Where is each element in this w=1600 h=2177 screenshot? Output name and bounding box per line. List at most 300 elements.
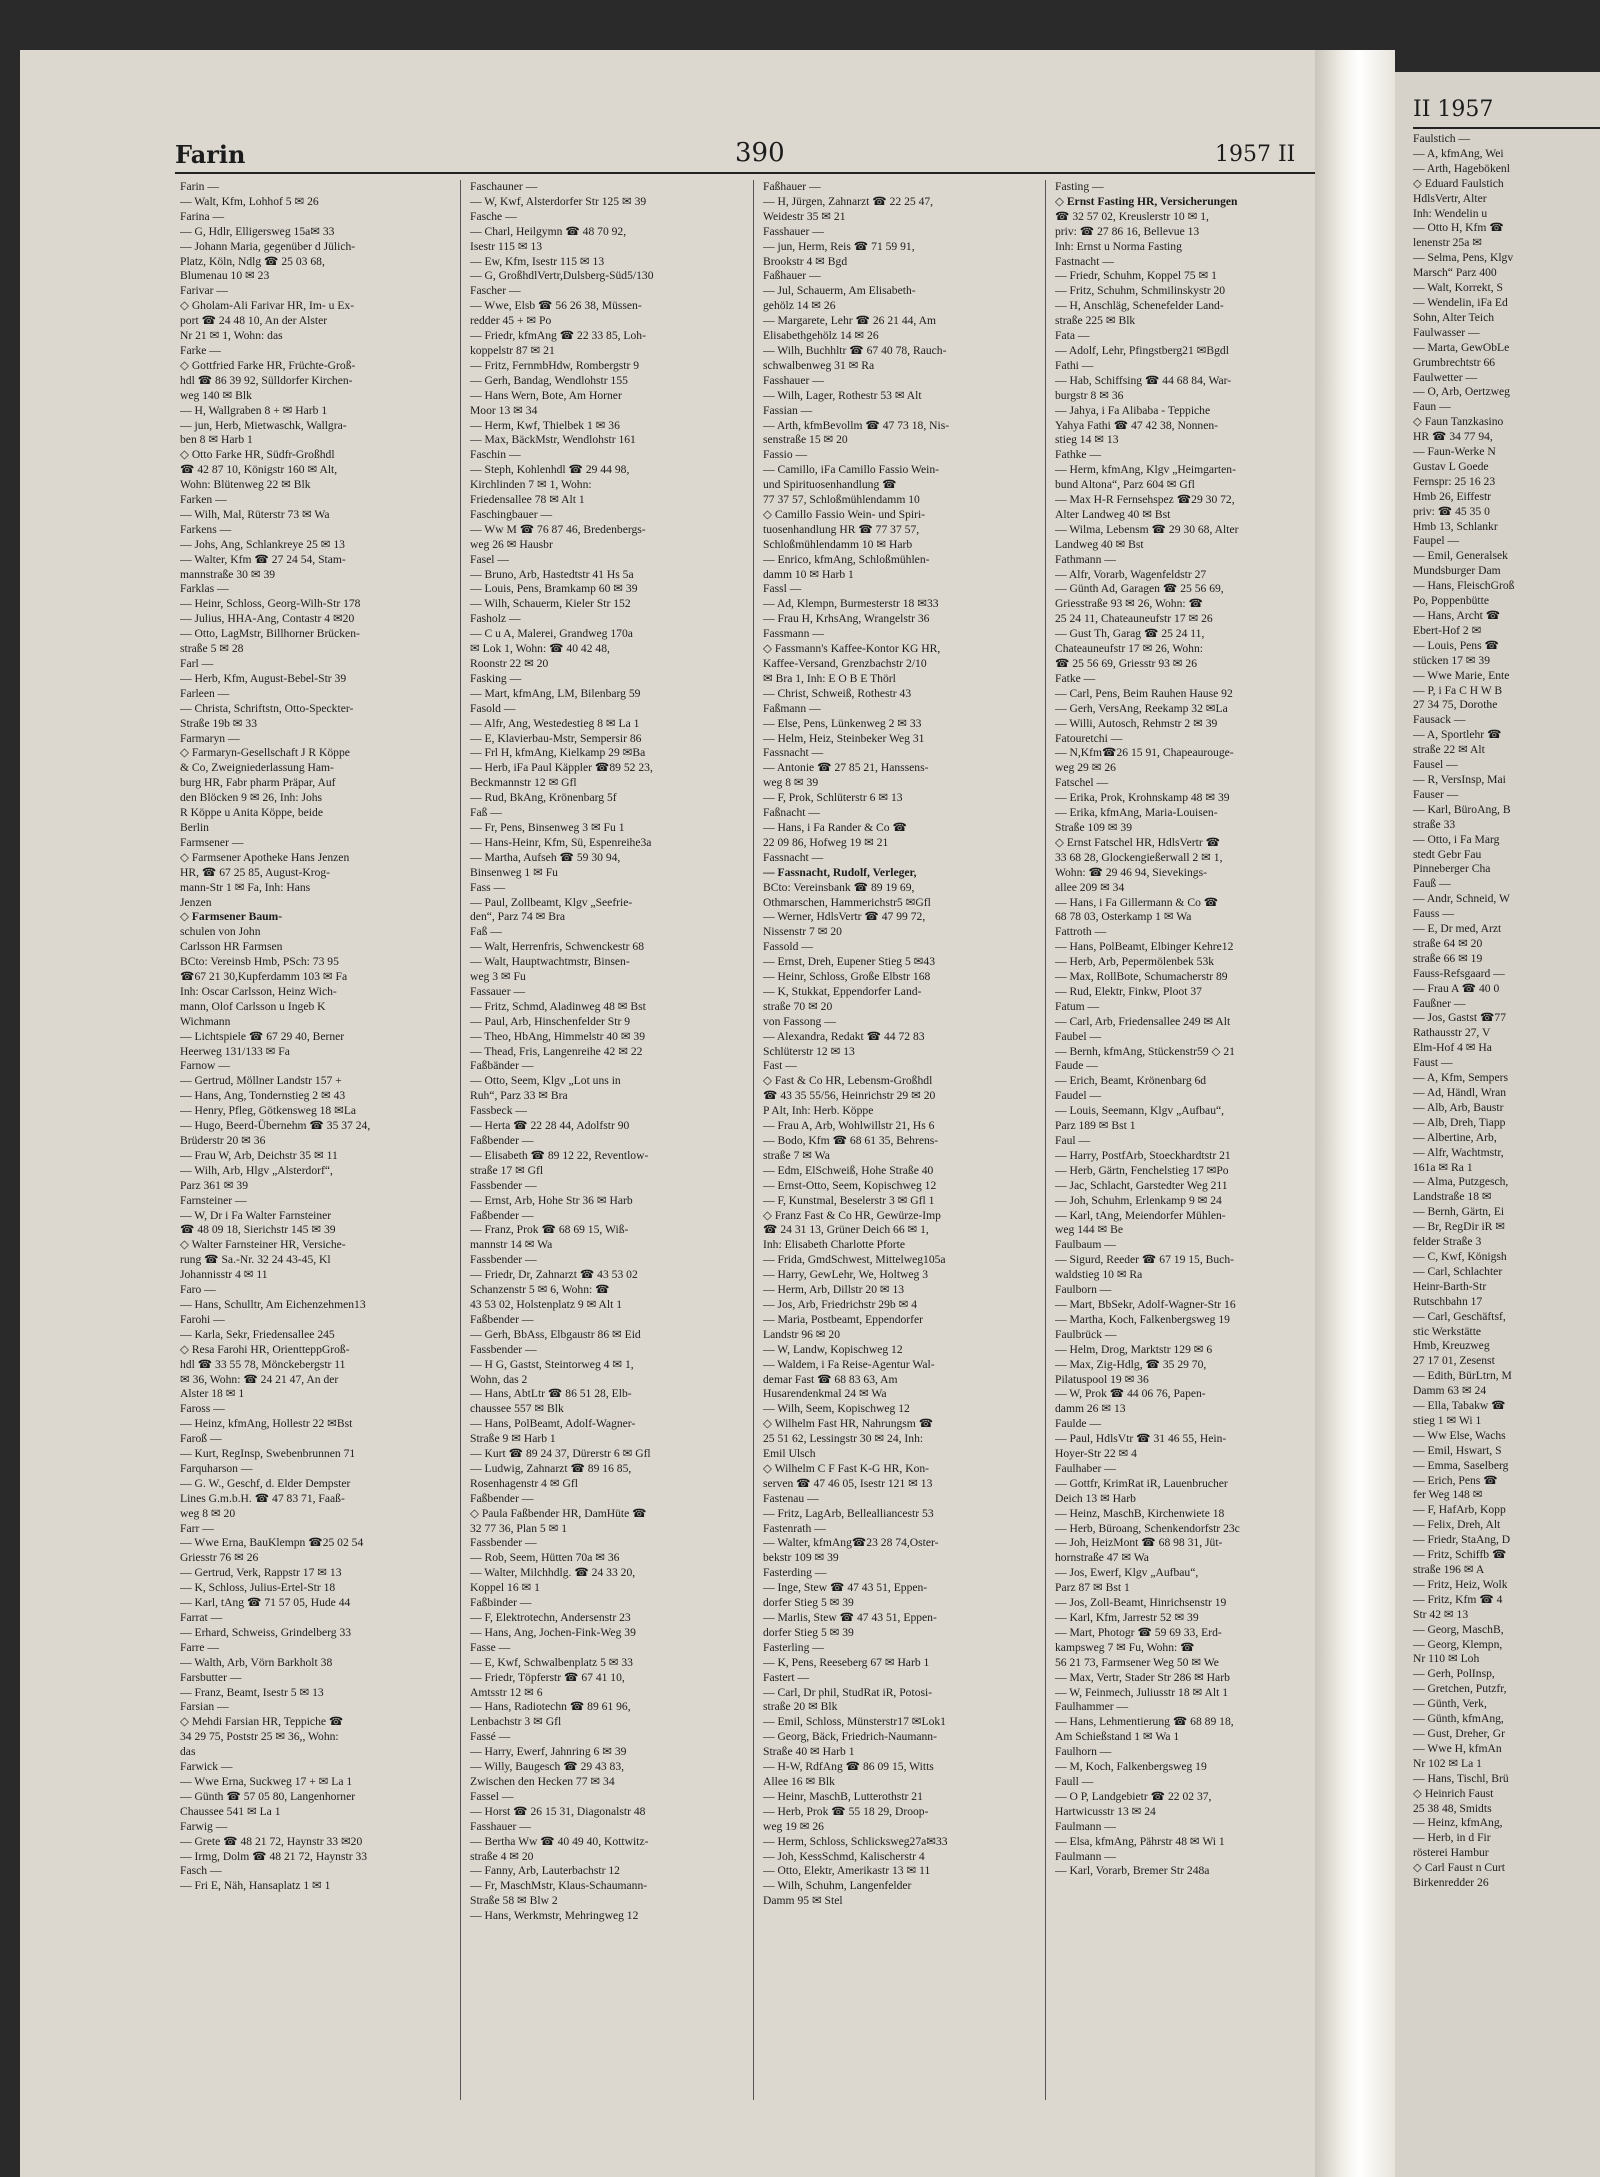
directory-entry: — Mart, Photogr ☎ 59 69 33, Erd- <box>1055 1625 1222 1639</box>
directory-entry: — Wwe H, kfmAn <box>1413 1741 1502 1755</box>
directory-entry: Ruh“, Parz 33 ✉ Bra <box>470 1089 568 1103</box>
directory-entry: — Paul, Zollbeamt, Klgv „Seefrie- <box>470 895 633 909</box>
facing-page <box>1395 72 1600 2177</box>
column-1 <box>180 180 438 2100</box>
directory-entry: — C u A, Malerei, Grandweg 170a <box>470 627 633 641</box>
directory-entry: stieg 14 ✉ 13 <box>1055 433 1119 447</box>
directory-entry: gehölz 14 ✉ 26 <box>763 299 836 313</box>
directory-entry: — Gerh, PolInsp, <box>1413 1667 1495 1681</box>
directory-entry: damm 26 ✉ 13 <box>1055 1402 1126 1416</box>
surname-heading: Fassl — <box>763 582 802 596</box>
directory-entry: 22 09 86, Hofweg 19 ✉ 21 <box>763 835 889 849</box>
directory-entry: demar Fast ☎ 68 83 63, Am <box>763 1372 898 1386</box>
directory-entry: — Thead, Fris, Langenreihe 42 ✉ 22 <box>470 1044 643 1058</box>
directory-entry: serven ☎ 47 46 05, Isestr 121 ✉ 13 <box>763 1476 933 1490</box>
facing-header-rule <box>1413 127 1600 129</box>
surname-heading: Farmsener — <box>180 835 244 849</box>
surname-heading: Farkens — <box>180 522 232 536</box>
directory-entry: mann, Olof Carlsson u Ingeb K <box>180 999 326 1013</box>
directory-entry: — Fritz, Schuhm, Schmilinskystr 20 <box>1055 284 1226 298</box>
directory-entry: — Rud, BkAng, Krönenbarg 5f <box>470 791 617 805</box>
surname-heading: Fauser — <box>1413 787 1459 801</box>
surname-heading: Faßbender — <box>470 1491 534 1505</box>
directory-entry: — Andr, Schneid, W <box>1413 892 1510 906</box>
directory-entry: Zwischen den Hecken 77 ✉ 34 <box>470 1774 615 1788</box>
directory-entry: — Ernst, Dreh, Eupener Stieg 5 ✉43 <box>763 955 935 969</box>
book-gutter <box>1315 50 1395 2177</box>
directory-entry: — Walter, kfmAng☎23 28 74,Oster- <box>763 1536 939 1550</box>
surname-heading: Fassbender — <box>470 1178 537 1192</box>
directory-entry: Damm 63 ✉ 24 <box>1413 1384 1487 1398</box>
directory-entry: Jenzen <box>180 895 212 909</box>
directory-entry: Lenbachstr 3 ✉ Gfl <box>470 1715 562 1729</box>
directory-entry: — Ludwig, Zahnarzt ☎ 89 16 85, <box>470 1461 632 1475</box>
surname-heading: Fauss — <box>1413 907 1454 921</box>
directory-entry: ◇ Camillo Fassio Wein- und Spiri- <box>763 507 926 521</box>
directory-entry: HR ☎ 34 77 94, <box>1413 430 1493 444</box>
directory-entry: — Herb, Büroang, Schenkendorfstr 23c <box>1055 1521 1240 1535</box>
directory-entry: weg 29 ✉ 26 <box>1055 761 1116 775</box>
directory-entry: — Erika, Prok, Krohnskamp 48 ✉ 39 <box>1055 791 1230 805</box>
directory-entry: — F, Kunstmal, Beselerstr 3 ✉ Gfl 1 <box>763 1193 935 1207</box>
directory-entry: — Fanny, Arb, Lauterbachstr 12 <box>470 1864 620 1878</box>
directory-entry: — Max, RollBote, Schumacherstr 89 <box>1055 970 1228 984</box>
directory-entry: — F, HafArb, Kopp <box>1413 1503 1506 1517</box>
directory-entry: Alter Landweg 40 ✉ Bst <box>1055 507 1171 521</box>
directory-entry: — Fritz, Kfm ☎ 4 <box>1413 1592 1503 1606</box>
surname-heading: Faschauner — <box>470 180 538 193</box>
directory-entry: das <box>180 1745 196 1759</box>
surname-heading: Fasch — <box>180 1864 222 1878</box>
directory-entry: Amtsstr 12 ✉ 6 <box>470 1685 543 1699</box>
directory-entry: 33 68 28, Glockengießerwall 2 ✉ 1, <box>1055 850 1223 864</box>
surname-heading: Farnow — <box>180 1059 230 1073</box>
directory-entry: ben 8 ✉ Harb 1 <box>180 433 253 447</box>
directory-entry: — Grete ☎ 48 21 72, Haynstr 33 ✉20 <box>180 1834 363 1848</box>
directory-entry: — Willi, Autosch, Rehmstr 2 ✉ 39 <box>1055 716 1218 730</box>
directory-entry: — Herb, in d Fir <box>1413 1831 1491 1845</box>
directory-entry: — Sigurd, Reeder ☎ 67 19 15, Buch- <box>1055 1253 1234 1267</box>
surname-heading: Farivar — <box>180 284 228 298</box>
surname-heading: Faßbender — <box>470 1208 534 1222</box>
directory-entry: — Werner, HdlsVertr ☎ 47 99 72, <box>763 910 926 924</box>
directory-entry: — Gottfr, KrimRat iR, Lauenbrucher <box>1055 1476 1228 1490</box>
directory-entry: — Erich, Beamt, Krönenbarg 6d <box>1055 1074 1207 1088</box>
surname-heading: Fausack — <box>1413 713 1466 727</box>
directory-entry: Hoyer-Str 22 ✉ 4 <box>1055 1447 1137 1461</box>
directory-entry: — Felix, Dreh, Alt <box>1413 1518 1501 1532</box>
surname-heading: Faßnacht — <box>763 806 820 820</box>
directory-entry: — Hans Wern, Bote, Am Horner <box>470 388 622 402</box>
directory-entry: — Camillo, iFa Camillo Fassio Wein- <box>763 463 939 477</box>
directory-entry: den Blöcken 9 ✉ 26, Inh: Johs <box>180 791 323 805</box>
directory-entry: — Herb, iFa Paul Käppler ☎89 52 23, <box>470 761 653 775</box>
page-number: 390 <box>735 138 785 168</box>
directory-entry: Grumbrechtstr 66 <box>1413 355 1496 369</box>
directory-entry: — Herm, Arb, Dillstr 20 ✉ 13 <box>763 1283 905 1297</box>
directory-entry: Damm 95 ✉ Stel <box>763 1894 843 1908</box>
directory-entry: Carlsson HR Farmsen <box>180 940 283 954</box>
directory-entry: — Inge, Stew ☎ 47 43 51, Eppen- <box>763 1581 928 1595</box>
surname-heading: Farl — <box>180 657 214 670</box>
directory-entry: — Fritz, LagArb, Bellealliancestr 53 <box>763 1506 934 1520</box>
directory-entry: 43 53 02, Holstenplatz 9 ✉ Alt 1 <box>470 1297 623 1311</box>
directory-entry: — Max H-R Fernsehspez ☎29 30 72, <box>1055 493 1235 507</box>
directory-entry: hornstraße 47 ✉ Wa <box>1055 1551 1149 1565</box>
directory-entry: — H, Jürgen, Zahnarzt ☎ 22 25 47, <box>763 194 934 208</box>
directory-entry: — W, Landw, Kopischweg 12 <box>763 1342 903 1356</box>
directory-entry: — Hugo, Beerd-Übernehm ☎ 35 37 24, <box>180 1119 371 1133</box>
directory-entry: — Max, Zig-Hdlg, ☎ 35 29 70, <box>1055 1357 1207 1371</box>
surname-heading: Fassnacht — <box>763 850 824 864</box>
directory-entry: Kaffee-Versand, Grenzbachstr 2/10 <box>763 657 927 670</box>
directory-entry: — Wendelin, iFa Ed <box>1413 295 1508 309</box>
directory-entry: priv: ☎ 27 86 16, Bellevue 13 <box>1055 224 1200 238</box>
surname-heading: Faußner — <box>1413 996 1466 1010</box>
surname-heading: Fatouretchi — <box>1055 731 1123 745</box>
directory-entry: — Hans, Archt ☎ <box>1413 609 1501 622</box>
directory-entry: — Wilh, Schuhm, Langenfelder <box>763 1879 912 1893</box>
directory-entry: — Maria, Postbeamt, Eppendorfer <box>763 1312 924 1326</box>
directory-entry: — Herb, Gärtn, Fenchelstieg 17 ✉Po <box>1055 1163 1229 1177</box>
surname-heading: Faust — <box>1413 1056 1453 1070</box>
directory-entry: — Johann Maria, gegenüber d Jülich- <box>180 239 356 253</box>
directory-entry: Hmb 13, Schlankr <box>1413 519 1498 533</box>
directory-entry: 68 78 03, Osterkamp 1 ✉ Wa <box>1055 910 1192 924</box>
directory-entry: Landstraße 18 ✉ <box>1413 1190 1492 1204</box>
directory-entry: — Henry, Pfleg, Götkensweg 18 ✉La <box>180 1104 357 1118</box>
directory-entry: — Erich, Pens ☎ <box>1413 1473 1498 1487</box>
directory-entry: stücken 17 ✉ 39 <box>1413 653 1491 667</box>
surname-heading: Faroß — <box>180 1432 222 1446</box>
directory-entry: — Hans, AbtLtr ☎ 86 51 28, Elb- <box>470 1387 632 1401</box>
surname-heading: Faulbaum — <box>1055 1238 1116 1252</box>
directory-entry: Ebert-Hof 2 ✉ <box>1413 623 1482 637</box>
directory-entry: — Emil, Schloss, Münsterstr17 ✉Lok1 <box>763 1715 946 1729</box>
directory-entry: Brookstr 4 ✉ Bgd <box>763 254 848 268</box>
directory-entry: — Jahya, i Fa Alibaba - Teppiche <box>1055 403 1211 417</box>
directory-entry: — Jos, Gastst ☎77 <box>1413 1011 1507 1025</box>
directory-entry: — F, Prok, Schlüterstr 6 ✉ 13 <box>763 791 903 805</box>
directory-entry: stieg 1 ✉ Wi 1 <box>1413 1413 1482 1427</box>
directory-entry: straße 7 ✉ Wa <box>763 1148 830 1162</box>
surname-heading: Faulhammer — <box>1055 1700 1129 1714</box>
directory-entry: ◇ Mehdi Farsian HR, Teppiche ☎ <box>180 1715 344 1729</box>
directory-entry: — jun, Herm, Reis ☎ 71 59 91, <box>763 239 915 253</box>
directory-entry: — M, Koch, Falkenbergsweg 19 <box>1055 1760 1207 1774</box>
surname-heading: Fatschel — <box>1055 776 1109 790</box>
surname-heading: Fasterling — <box>763 1640 824 1654</box>
directory-entry: 34 29 75, Poststr 25 ✉ 36,, Wohn: <box>180 1730 339 1744</box>
directory-entry: — Elisabeth ☎ 89 12 22, Reventlow- <box>470 1148 649 1162</box>
directory-entry: — Albertine, Arb, <box>1413 1130 1497 1144</box>
directory-entry: — Frau H, KrhsAng, Wrangelstr 36 <box>763 612 930 626</box>
directory-entry: straße 4 ✉ 20 <box>470 1849 534 1863</box>
directory-entry: Schanzenstr 5 ✉ 6, Wohn: ☎ <box>470 1283 610 1297</box>
surname-heading: Faßbender — <box>470 1312 534 1326</box>
directory-entry: — G, Hdlr, Elligersweg 15a✉ 33 <box>180 224 335 238</box>
directory-entry: Hmb 26, Eiffestr <box>1413 489 1492 503</box>
directory-entry: — Helm, Heiz, Steinbeker Weg 31 <box>763 731 925 745</box>
surname-heading: Farquharson — <box>180 1461 253 1475</box>
directory-entry: koppelstr 87 ✉ 21 <box>470 343 555 357</box>
directory-entry: Nr 110 ✉ Loh <box>1413 1652 1480 1666</box>
directory-entry: — Wwe Marie, Ente <box>1413 668 1510 682</box>
directory-entry: — Margarete, Lehr ☎ 26 21 44, Am <box>763 314 936 328</box>
directory-entry: ◇ Heinrich Faust <box>1413 1786 1494 1800</box>
directory-entry: — Mart, BbSekr, Adolf-Wagner-Str 16 <box>1055 1297 1236 1311</box>
directory-entry: ◇ Franz Fast & Co HR, Gewürze-Imp <box>763 1208 941 1222</box>
directory-entry: ◇ Farmsener Apotheke Hans Jenzen <box>180 850 350 864</box>
directory-entry: — Bruno, Arb, Hastedtstr 41 Hs 5a <box>470 567 634 581</box>
surname-heading: Faß — <box>470 925 502 939</box>
directory-entry: weg 8 ✉ 20 <box>180 1506 236 1520</box>
directory-entry: Hartwicusstr 13 ✉ 24 <box>1055 1804 1156 1818</box>
directory-entry: Lines G.m.b.H. ☎ 47 83 71, Faaß- <box>180 1491 345 1505</box>
directory-entry: — A, Sportlehr ☎ <box>1413 728 1502 742</box>
directory-entry: Weidestr 35 ✉ 21 <box>763 209 846 223</box>
surname-heading: Fausel — <box>1413 758 1458 772</box>
surname-heading: Faul — <box>1055 1134 1091 1147</box>
directory-entry: straße 20 ✉ Blk <box>763 1700 838 1714</box>
directory-entry: burgstr 8 ✉ 36 <box>1055 388 1124 402</box>
directory-entry: — Emma, Saselberg <box>1413 1458 1509 1472</box>
directory-entry: — Walt, Kfm, Lohhof 5 ✉ 26 <box>180 194 319 208</box>
directory-entry: — Hans, PolBeamt, Elbinger Kehre12 <box>1055 940 1234 954</box>
directory-entry: ✉ Lok 1, Wohn: ☎ 40 42 48, <box>470 642 610 656</box>
directory-entry: Schlüterstr 12 ✉ 13 <box>763 1044 855 1058</box>
directory-entry: R Köppe u Anita Köppe, beide <box>180 806 323 820</box>
directory-entry: — Alb, Dreh, Tiapp <box>1413 1115 1506 1129</box>
surname-heading: Faßhauer — <box>763 180 821 193</box>
directory-entry: — Karl, tAng ☎ 71 57 05, Hude 44 <box>180 1596 351 1610</box>
surname-heading: Faulhaber — <box>1055 1461 1116 1475</box>
directory-entry: — E, Klavierbau-Mstr, Sempersir 86 <box>470 731 642 745</box>
directory-entry: — Erhard, Schweiss, Grindelberg 33 <box>180 1625 352 1639</box>
directory-entry: ☎ 42 87 10, Königstr 160 ✉ Alt, <box>180 463 338 477</box>
directory-entry: — Alfr, Ang, Westedestieg 8 ✉ La 1 <box>470 716 640 730</box>
directory-entry: — Hans, Tischl, Brü <box>1413 1771 1509 1785</box>
directory-entry: — Else, Pens, Lünkenweg 2 ✉ 33 <box>763 716 922 730</box>
directory-entry: Am Schießstand 1 ✉ Wa 1 <box>1055 1730 1180 1744</box>
directory-entry: ☎67 21 30,Kupferdamm 103 ✉ Fa <box>180 970 348 984</box>
directory-entry: — Jul, Schauerm, Am Elisabeth- <box>763 284 916 298</box>
directory-entry: — Franz, Prok ☎ 68 69 15, Wiß- <box>470 1223 629 1237</box>
directory-entry: — Edith, BürLtrn, M <box>1413 1369 1512 1383</box>
directory-entry: bund Altona“, Parz 604 ✉ Gfl <box>1055 478 1195 492</box>
directory-entry: — Louis, Pens ☎ <box>1413 638 1499 652</box>
directory-entry: — Friedr, StaAng, D <box>1413 1533 1511 1547</box>
directory-entry: Griesstraße 93 ✉ 26, Wohn: ☎ <box>1055 597 1203 611</box>
directory-entry: — K, Pens, Reeseberg 67 ✉ Harb 1 <box>763 1655 930 1669</box>
directory-entry: — Paul, HdlsVtr ☎ 31 46 55, Hein- <box>1055 1432 1227 1446</box>
directory-entry: Kirchlinden 7 ✉ 1, Wohn: <box>470 478 592 492</box>
directory-entry: — Hans, Werkmstr, Mehringweg 12 <box>470 1909 639 1923</box>
directory-entry: ☎ 43 35 55/56, Heinrichstr 29 ✉ 20 <box>763 1089 936 1103</box>
directory-entry: port ☎ 24 48 10, An der Alster <box>180 314 328 328</box>
directory-entry: — K, Stukkat, Eppendorfer Land- <box>763 984 922 998</box>
directory-entry: — A, kfmAng, Wei <box>1413 146 1504 160</box>
surname-heading: Fassnacht — <box>763 746 824 760</box>
directory-entry: — Ew, Kfm, Isestr 115 ✉ 13 <box>470 254 605 268</box>
directory-entry: Beckmannstr 12 ✉ Gfl <box>470 776 577 790</box>
surname-heading: Farohi — <box>180 1312 225 1326</box>
directory-entry: — Adolf, Lehr, Pfingstberg21 ✉Bgdl <box>1055 343 1229 357</box>
column-divider <box>460 180 461 2100</box>
directory-entry: — Fritz, FernmbHdw, Rombergstr 9 <box>470 358 640 372</box>
surname-heading: Farklas — <box>180 582 229 596</box>
directory-entry: Landstr 96 ✉ 20 <box>763 1327 841 1341</box>
surname-heading: Fast — <box>763 1059 797 1073</box>
directory-entry: — Paul, Arb, Hinschenfelder Str 9 <box>470 1014 631 1028</box>
directory-entry: 77 37 57, Schloßmühlendamm 10 <box>763 493 920 507</box>
directory-entry: Berlin <box>180 820 209 834</box>
directory-entry: chaussee 557 ✉ Blk <box>470 1402 564 1416</box>
directory-entry: — Friedr, Dr, Zahnarzt ☎ 43 53 02 <box>470 1268 638 1282</box>
surname-heading: Fasshauer — <box>763 373 824 387</box>
surname-heading: Faulmann — <box>1055 1849 1116 1863</box>
directory-entry: — Fri E, Näh, Hansaplatz 1 ✉ 1 <box>180 1879 331 1893</box>
surname-heading: Farr — <box>180 1521 214 1535</box>
surname-heading: Fassbender — <box>470 1342 537 1356</box>
surname-heading: Fastnacht — <box>1055 254 1114 268</box>
surname-heading: Faulwetter — <box>1413 370 1478 384</box>
surname-heading: Faude — <box>1055 1059 1098 1073</box>
surname-heading: Fassel — <box>470 1789 514 1803</box>
directory-entry: — Johs, Ang, Schlankreye 25 ✉ 13 <box>180 537 345 551</box>
directory-entry: — Otto, Seem, Klgv „Lot uns in <box>470 1074 621 1088</box>
directory-entry: weg 144 ✉ Be <box>1055 1223 1123 1237</box>
directory-entry: — Louis, Pens, Bramkamp 60 ✉ 39 <box>470 582 638 596</box>
directory-entry: — Horst ☎ 26 15 31, Diagonalstr 48 <box>470 1804 646 1818</box>
directory-entry: — Gerh, Bandag, Wendlohstr 155 <box>470 373 628 387</box>
directory-entry: 25 24 11, Chateauneufstr 17 ✉ 26 <box>1055 612 1213 626</box>
directory-entry: ☎ 48 09 18, Sierichstr 145 ✉ 39 <box>180 1223 336 1237</box>
directory-entry: ◇ Ernst Fasting HR, Versicherungen <box>1055 194 1238 208</box>
surname-heading: Farsbutter — <box>180 1670 242 1684</box>
directory-entry: — Carl, Dr phil, StudRat iR, Potosi- <box>763 1685 933 1699</box>
surname-heading: Fatum — <box>1055 999 1100 1013</box>
directory-entry: Po, Poppenbütte <box>1413 594 1490 608</box>
surname-heading: Fasting — <box>1055 180 1104 193</box>
directory-entry: Rathausstr 27, V <box>1413 1026 1491 1040</box>
directory-entry: rösterei Hambur <box>1413 1846 1489 1860</box>
directory-entry: — Bernh, Gärtn, Ei <box>1413 1205 1505 1219</box>
directory-entry: — O, Arb, Oertzweg <box>1413 385 1510 399</box>
directory-entry: — Ella, Tabakw ☎ <box>1413 1399 1506 1413</box>
surname-heading: Farwig — <box>180 1819 228 1833</box>
surname-heading: Faulbrück — <box>1055 1327 1117 1341</box>
directory-entry: — Steph, Kohlenhdl ☎ 29 44 98, <box>470 463 630 477</box>
directory-entry: — H, Anschläg, Schenefelder Land- <box>1055 299 1224 313</box>
directory-entry: — H, Wallgraben 8 + ✉ Harb 1 <box>180 403 328 417</box>
directory-entry: Fernspr: 25 16 23 <box>1413 474 1496 488</box>
surname-heading: Fathmann — <box>1055 552 1116 566</box>
directory-entry: — Hans, Lehmentierung ☎ 68 89 18, <box>1055 1715 1234 1729</box>
directory-page <box>20 50 1315 2177</box>
surname-heading: Fasshauer — <box>470 1819 531 1833</box>
directory-entry: HdlsVertr, Alter <box>1413 191 1487 205</box>
surname-heading: Fass — <box>470 880 506 894</box>
directory-entry: — Herm, Schloss, Schlicksweg27a✉33 <box>763 1834 948 1848</box>
directory-entry: Inh: Elisabeth Charlotte Pforte <box>763 1238 905 1252</box>
directory-entry: — Emil, Hswart, S <box>1413 1443 1502 1457</box>
directory-entry: ◇ Gottfried Farke HR, Früchte-Groß- <box>180 358 356 372</box>
directory-entry: Deich 13 ✉ Harb <box>1055 1491 1136 1505</box>
surname-heading: Fathke — <box>1055 448 1102 462</box>
directory-entry: — Arth, kfmBevollm ☎ 47 73 18, Nis- <box>763 418 950 432</box>
directory-entry: — Carl, Geschäftsf, <box>1413 1309 1506 1323</box>
directory-entry: schwalbenweg 31 ✉ Ra <box>763 358 875 372</box>
directory-entry: — Joh, KessSchmd, Kalischerstr 4 <box>763 1849 925 1863</box>
directory-entry: Binsenweg 1 ✉ Fu <box>470 865 558 879</box>
directory-entry: ✉ Bra 1, Inh: E O B E Thörl <box>763 671 896 685</box>
directory-entry: — Frl H, kfmAng, Kielkamp 29 ✉Ba <box>470 746 646 760</box>
directory-entry: ☎ 25 56 69, Griesstr 93 ✉ 26 <box>1055 657 1198 670</box>
directory-entry: ◇ Eduard Faulstich <box>1413 176 1504 190</box>
directory-entry: Isestr 115 ✉ 13 <box>470 239 543 253</box>
directory-entry: — Karla, Sekr, Friedensallee 245 <box>180 1327 335 1341</box>
directory-entry: ◇ Ernst Fatschel HR, HdlsVertr ☎ <box>1055 835 1221 849</box>
surname-heading: von Fassong — <box>763 1014 836 1028</box>
directory-entry: — Heinr, MaschB, Lutterothstr 21 <box>763 1789 923 1803</box>
directory-entry: — Kurt ☎ 89 24 37, Dürerstr 6 ✉ Gfl <box>470 1447 651 1461</box>
directory-entry: P Alt, Inh: Herb. Köppe <box>763 1104 874 1118</box>
facing-page-column <box>1413 132 1600 2132</box>
column-divider <box>1045 180 1046 2100</box>
directory-entry: — Walter, Milchhdlg. ☎ 24 33 20, <box>470 1566 636 1580</box>
surname-heading: Fassbender — <box>470 1536 537 1550</box>
directory-entry: — Martha, Aufseh ☎ 59 30 94, <box>470 850 621 864</box>
directory-entry: Parz 87 ✉ Bst 1 <box>1055 1581 1130 1595</box>
surname-heading: Faßbinder — <box>470 1596 532 1610</box>
surname-heading: Faross — <box>180 1402 225 1416</box>
surname-heading: Faulborn — <box>1055 1283 1112 1297</box>
directory-entry: — Jos, Ewerf, Klgv „Aufbau“, <box>1055 1566 1199 1580</box>
directory-entry: — Ww M ☎ 76 87 46, Bredenbergs- <box>470 522 646 536</box>
directory-entry: — Carl, Pens, Beim Rauhen Hause 92 <box>1055 686 1233 700</box>
directory-entry: — Willy, Baugesch ☎ 29 43 83, <box>470 1760 625 1774</box>
surname-heading: Faßbänder — <box>470 1059 534 1073</box>
directory-entry: waldstieg 10 ✉ Ra <box>1055 1268 1143 1282</box>
directory-entry: burg HR, Fabr pharm Präpar, Auf <box>180 776 336 790</box>
directory-entry: — Christ, Schweiß, Rothestr 43 <box>763 686 912 700</box>
surname-heading: Faßbender — <box>470 1134 534 1147</box>
surname-heading: Farre — <box>180 1640 219 1654</box>
directory-entry: Rutschbahn 17 <box>1413 1294 1483 1308</box>
directory-entry: ◇ Fast & Co HR, Lebensm-Großhdl <box>763 1074 933 1088</box>
directory-entry: — Antonie ☎ 27 85 21, Hanssens- <box>763 761 929 775</box>
directory-entry: 25 38 48, Smidts <box>1413 1801 1492 1815</box>
surname-heading: Fassbeck — <box>470 1104 527 1118</box>
directory-entry: — Enrico, kfmAng, Schloßmühlen- <box>763 552 930 566</box>
surname-heading: Fathi — <box>1055 358 1094 372</box>
directory-entry: Nissenstr 7 ✉ 20 <box>763 925 842 939</box>
directory-entry: Schloßmühlendamm 10 ✉ Harb <box>763 537 913 551</box>
directory-entry: 32 77 36, Plan 5 ✉ 1 <box>470 1521 567 1535</box>
directory-entry: ✉ 36, Wohn: ☎ 24 21 47, An der <box>180 1372 339 1386</box>
directory-entry: Wohn: Blütenweg 22 ✉ Blk <box>180 478 311 492</box>
directory-entry: stic Werkstätte <box>1413 1324 1482 1338</box>
directory-entry: — Joh, Schuhm, Erlenkamp 9 ✉ 24 <box>1055 1193 1222 1207</box>
directory-entry: Hmb, Kreuzweg <box>1413 1339 1490 1353</box>
directory-entry: — Heinr, Schloss, Große Elbstr 168 <box>763 970 931 984</box>
directory-entry: — Günth Ad, Garagen ☎ 25 56 69, <box>1055 582 1224 596</box>
directory-entry: felder Straße 3 <box>1413 1235 1482 1249</box>
surname-heading: Faulmann — <box>1055 1819 1116 1833</box>
directory-entry: mannstraße 30 ✉ 39 <box>180 567 276 581</box>
directory-entry: — Wilh, Lager, Rothestr 53 ✉ Alt <box>763 388 922 402</box>
